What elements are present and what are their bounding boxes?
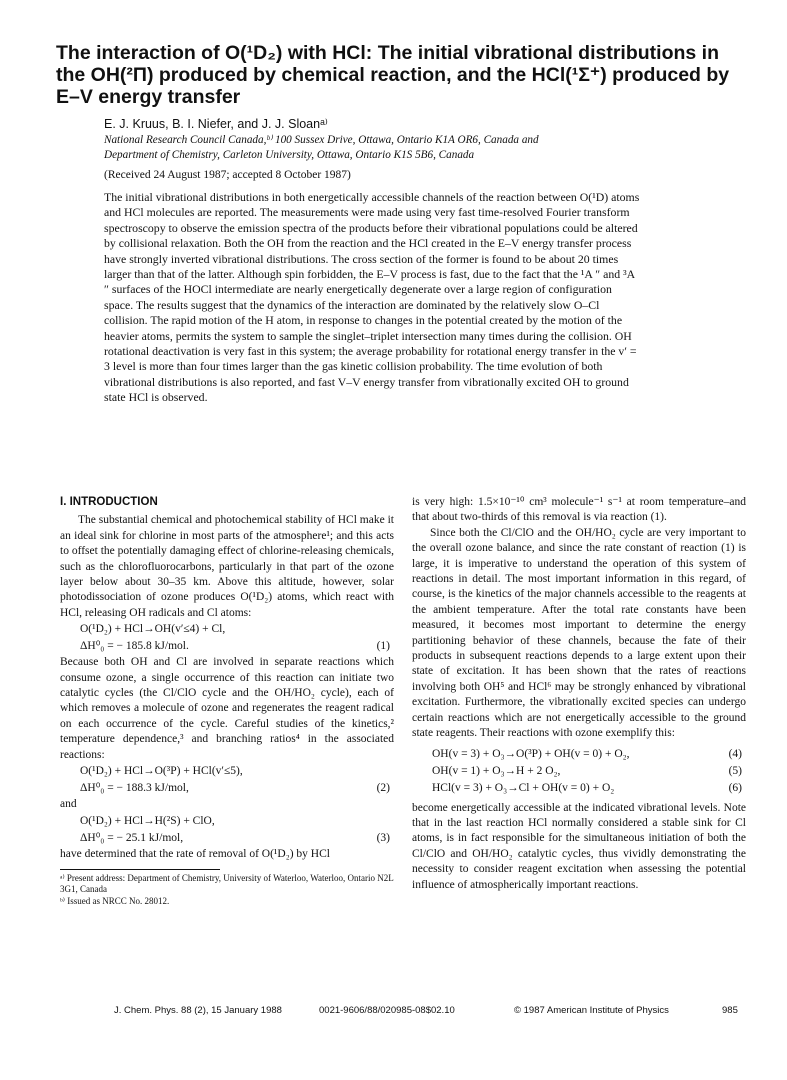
left-column (60, 495, 394, 907)
page-number: 985 (722, 1005, 738, 1016)
paragraph: The substantial chemical and photochemical stability of HCl make it an ideal sink for chlorine in most parts of the atmosphere¹; and this acts to offset the potentially damaging effect of chlorine-releasing chemicals, such as the chlorofluorocarbons, particularly in that part of the ozone layer below about 30–35 km. Above this altitude, however, solar photodissociation of ozone produces O(¹D₂) atoms, which react with HCl, releasing OH radicals and Cl atoms: (60, 514, 394, 619)
received-dates: (Received 24 August 1987; accepted 8 October 1987) (104, 169, 351, 181)
equation-text: OH(v = 1) + O₃→H + 2 O₂, (432, 764, 561, 777)
equation-text: ΔH⁰₀ = − 185.8 kJ/mol. (80, 640, 189, 653)
article-title: The interaction of O(¹D₂) with HCl: The initial vibrational distributions in the OH(²Π) produced by chemical reaction, and the HCl(¹Σ⁺) produced by E–V energy transfer (56, 42, 730, 108)
affiliation-1: National Research Council Canada,ᵇ⁾ 100 Sussex Drive, Ottawa, Ontario K1A OR6, Canada and (104, 134, 539, 146)
equation-number: (1) (376, 640, 390, 653)
paragraph: become energetically accessible at the indicated vibrational levels. Note that in the last reaction HCl normally considered a stable sink for Cl atoms, is in fact responsible for the simultaneous initiation of both the Cl/ClO and OH/HO₂ catalytic cycles, thus vividly demonstrating the necessity to consider reagent excitation when assessing the potential influence of atmospherically important reactions. (412, 801, 746, 891)
right-column (412, 495, 746, 893)
footnote-divider (60, 869, 220, 870)
equation-2-line-1: O(¹D₂) + HCl→O(³P) + HCl(v′≤5), (80, 765, 243, 778)
equation-text: ΔH⁰₀ = − 188.3 kJ/mol, (80, 782, 189, 795)
paragraph: is very high: 1.5×10⁻¹⁰ cm³ molecule⁻¹ s⁻¹ at room temperature–and that about two-thirds of this removal is via reaction (1). (412, 496, 746, 524)
equation-1-line-1: O(¹D₂) + HCl→OH(v′≤4) + Cl, (80, 623, 226, 636)
equation-2-line-2 (60, 780, 394, 797)
abstract: The initial vibrational distributions in both energetically accessible channels of the reaction between O(¹D) atoms and HCl molecules are reported. The measurements were made using very fast time-resolved Fourier transform spectroscopy to observe the emission spectra of the products before their vibrational populations could be altered by collisional relaxation. Both the OH from the reaction and the HCl created in the E–V energy transfer process have strongly inverted vibrational distributions. The cross section of the former is found to be about 20 times larger than that of the latter. Although spin forbidden, the E–V process is fast, due to the fact that the ¹A ″ and ³A ″ surfaces of the HOCl intermediate are nearly energetically degenerate over a large region of configuration space. The results suggest that the dynamics of the interaction are dominated by the relatively slow O–Cl collision. The rapid motion of the H atom, in response to changes in the potential created by the motion of the heavier atoms, permits the system to sample the singlet–triplet intersection many times during the collision. OH rotational deactivation is very fast in this system; the average probability for rotational energy transfer in the v′ = 3 level is more than four times larger than the gas kinetic collision probability. The time evolution of both vibrational distributions is also reported, and fast V–V energy transfer from vibrationally excited OH to ground state HCl is observed. (104, 190, 640, 405)
equation-6 (412, 780, 746, 797)
equation-text: OH(v = 3) + O₃→O(³P) + OH(v = 0) + O₂, (432, 747, 630, 760)
equation-1-line-2 (60, 638, 394, 655)
paragraph: Because both OH and Cl are involved in separate reactions which consume ozone, a single occurrence of this reaction can initiate two catalytic cycles (the Cl/ClO cycle and the OH/HO₂ cycle), each of which removes a molecule of ozone and regenerates the reagent radical on each occurrence of the cycle. Careful studies of the kinetics,² temperature dependence,³ and branching ratios⁴ in the associated reactions: (60, 656, 394, 761)
footnote-b: ᵇ⁾ Issued as NRCC No. 28012. (60, 895, 170, 906)
journal-citation: J. Chem. Phys. 88 (2), 15 January 1988 (114, 1005, 282, 1016)
equation-number: (4) (728, 747, 742, 760)
equation-text: HCl(v = 3) + O₃→Cl + OH(v = 0) + O₂ (432, 781, 615, 794)
equation-3-line-1: O(¹D₂) + HCl→H(²S) + ClO, (80, 814, 215, 827)
article-code: 0021-9606/88/020985-08$02.10 (319, 1005, 455, 1016)
equation-number: (2) (376, 782, 390, 795)
paragraph: Since both the Cl/ClO and the OH/HO₂ cycle are very important to the overall ozone balance, and since the rate constant of reaction (1) is large, it is imperative to understand the operation of this system of reactions in detail. The most important information in this regard, of course, is the kinetics of the major channels accessible to the reagents at the ambient temperature. After the total rate constants have been measured, it becomes most important to determine the energy partitioning behavior of these channels, because the fate of their products in subsequent reactions depends to a large extent upon their state of excitation. It has been shown that the rates of reactions involving both OH⁵ and HCl⁶ may be strongly enhanced by vibrational excitation. Furthermore, the vibrationally excited species can undergo certain reactions which are not energetically accessible to the ground state reagents. Their reactions with ozone exemplify this: (412, 526, 746, 740)
equation-number: (6) (728, 781, 742, 794)
equation-3-line-2 (60, 830, 394, 847)
equation-number: (5) (728, 764, 742, 777)
connector-text: and (60, 798, 77, 811)
equation-5 (412, 763, 746, 780)
affiliations (104, 133, 704, 163)
equation-4 (412, 746, 746, 763)
paragraph: have determined that the rate of removal of O(¹D₂) by HCl (60, 847, 330, 860)
section-heading: I. INTRODUCTION (60, 496, 158, 508)
equation-number: (3) (376, 831, 390, 844)
author-list: E. J. Kruus, B. I. Niefer, and J. J. Sloanᵃ⁾ (104, 117, 328, 131)
equation-text: ΔH⁰₀ = − 25.1 kJ/mol, (80, 831, 184, 844)
copyright: © 1987 American Institute of Physics (514, 1005, 669, 1016)
affiliation-2: Department of Chemistry, Carleton University, Ottawa, Ontario K1S 5B6, Canada (104, 149, 475, 161)
footnote-a: ᵃ⁾ Present address: Department of Chemistry, University of Waterloo, Waterloo, Ontario N2L 3G1, Canada (60, 872, 394, 895)
